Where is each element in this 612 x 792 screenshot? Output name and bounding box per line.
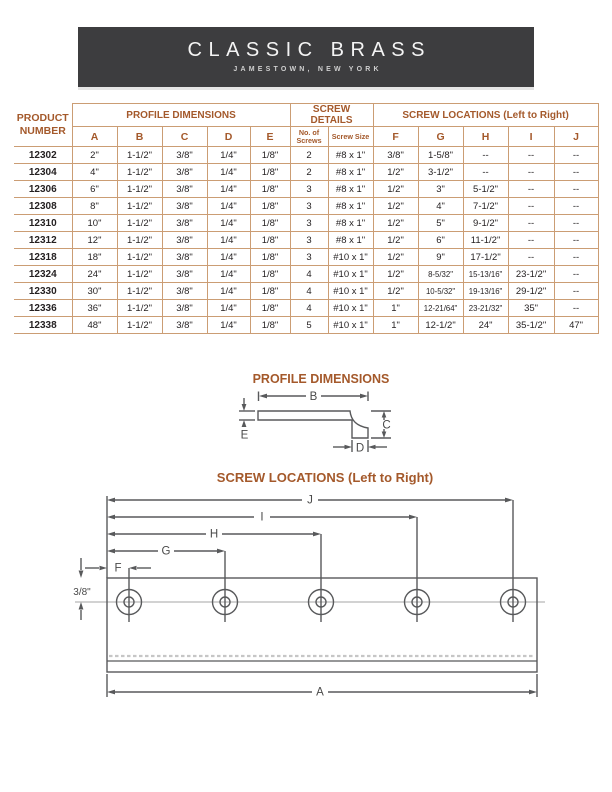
table-row [14, 215, 598, 232]
spec-value-cell: 1-1/2" [117, 147, 162, 164]
spec-value-cell: 2" [72, 147, 117, 164]
spec-value-cell: -- [554, 181, 598, 198]
spec-value-cell: 9" [418, 249, 463, 266]
spec-value-cell: 3/8" [162, 215, 207, 232]
spec-value-cell: 48" [72, 317, 117, 334]
brand-tagline: JAMESTOWN, NEW YORK [233, 66, 382, 73]
spec-value-cell: #8 x 1" [328, 147, 373, 164]
profile-diagram [230, 390, 410, 462]
spec-value-cell: -- [554, 147, 598, 164]
table-row [14, 317, 598, 334]
screw-locations-diagram [55, 488, 565, 706]
spec-value-cell: 1/8" [250, 300, 290, 317]
spec-value-cell: 1/2" [373, 181, 418, 198]
offset-label: 3/8" [73, 587, 91, 598]
table-sub-header-row [14, 127, 598, 147]
spec-value-cell: -- [463, 164, 508, 181]
table-row [14, 198, 598, 215]
spec-value-cell: 29-1/2" [508, 283, 554, 300]
spec-value-cell: 3 [290, 249, 328, 266]
spec-value-cell: 5 [290, 317, 328, 334]
table-row [14, 266, 598, 283]
spec-value-cell: 3-1/2" [418, 164, 463, 181]
product-number-cell: 12308 [14, 198, 72, 215]
spec-value-cell: 1-1/2" [117, 232, 162, 249]
spec-value-cell: #8 x 1" [328, 198, 373, 215]
col-d: D [207, 127, 250, 147]
spec-value-cell: 4" [418, 198, 463, 215]
spec-value-cell: 3 [290, 198, 328, 215]
table-row [14, 232, 598, 249]
spec-value-cell: 36" [72, 300, 117, 317]
spec-value-cell: 1/2" [373, 198, 418, 215]
spec-value-cell: 1/8" [250, 164, 290, 181]
spec-value-cell: 1/4" [207, 181, 250, 198]
arrowhead [505, 498, 513, 503]
arrowhead [409, 515, 417, 520]
spec-value-cell: 7-1/2" [463, 198, 508, 215]
arrowhead [79, 602, 84, 610]
spec-value-cell: 1/8" [250, 232, 290, 249]
col-group-product: PRODUCT NUMBER [14, 104, 72, 147]
arrowhead [100, 566, 108, 571]
spec-value-cell: #8 x 1" [328, 181, 373, 198]
spec-value-cell: 4 [290, 266, 328, 283]
bar-outline [107, 578, 537, 672]
col-no-of-screws: No. of Screws [290, 127, 328, 147]
spec-value-cell: 1-1/2" [117, 283, 162, 300]
arrowhead [129, 566, 137, 571]
dim-c-label: C [382, 419, 391, 432]
screw-diagram-title: SCREW LOCATIONS (Left to Right) [216, 470, 434, 485]
spec-value-cell: 15-13/16" [463, 266, 508, 283]
spec-value-cell: 1/4" [207, 198, 250, 215]
dim-a-label: A [316, 686, 324, 699]
spec-value-cell: 11-1/2" [463, 232, 508, 249]
spec-value-cell: -- [508, 164, 554, 181]
col-b: B [117, 127, 162, 147]
spec-value-cell: 3/8" [162, 164, 207, 181]
arrowhead [382, 411, 387, 418]
product-number-cell: 12324 [14, 266, 72, 283]
table-row [14, 147, 598, 164]
spec-value-cell: 3/8" [162, 300, 207, 317]
spec-value-cell: 3/8" [162, 317, 207, 334]
arrowhead [217, 549, 225, 554]
spec-value-cell: 8" [72, 198, 117, 215]
spec-value-cell: -- [508, 147, 554, 164]
spec-value-cell: 23-1/2" [508, 266, 554, 283]
spec-value-cell: 1/4" [207, 283, 250, 300]
arrowhead [107, 498, 115, 503]
arrowhead [360, 394, 368, 399]
spec-value-cell: 6" [418, 232, 463, 249]
spec-value-cell: 24" [463, 317, 508, 334]
spec-value-cell: 4 [290, 283, 328, 300]
spec-value-cell: 3/8" [162, 283, 207, 300]
spec-value-cell: 1/8" [250, 147, 290, 164]
spec-value-cell: 1/4" [207, 266, 250, 283]
spec-value-cell: 12-1/2" [418, 317, 463, 334]
arrowhead [259, 394, 267, 399]
brand-banner [78, 27, 534, 87]
spec-value-cell: 19-13/16" [463, 283, 508, 300]
spec-value-cell: 8-5/32" [418, 266, 463, 283]
col-j: J [554, 127, 598, 147]
spec-value-cell: 3 [290, 181, 328, 198]
spec-value-cell: 1/2" [373, 164, 418, 181]
spec-value-cell: 3/8" [162, 181, 207, 198]
col-i: I [508, 127, 554, 147]
arrowhead [107, 515, 115, 520]
spec-value-cell: 1-1/2" [117, 198, 162, 215]
table-row [14, 283, 598, 300]
col-c: C [162, 127, 207, 147]
spec-value-cell: 3/8" [162, 266, 207, 283]
arrowhead [529, 690, 537, 695]
col-screw-size: Screw Size [328, 127, 373, 147]
spec-value-cell: #8 x 1" [328, 232, 373, 249]
arrowhead [242, 404, 247, 411]
spec-value-cell: 2 [290, 147, 328, 164]
spec-value-cell: #8 x 1" [328, 164, 373, 181]
spec-value-cell: 1/4" [207, 164, 250, 181]
spec-value-cell: #10 x 1" [328, 249, 373, 266]
spec-value-cell: 23-21/32" [463, 300, 508, 317]
spec-value-cell: 5-1/2" [463, 181, 508, 198]
spec-value-cell: -- [554, 232, 598, 249]
spec-value-cell: 1-1/2" [117, 317, 162, 334]
dim-b-label: B [309, 391, 318, 403]
spec-value-cell: 1/8" [250, 181, 290, 198]
spec-value-cell: 5" [418, 215, 463, 232]
spec-value-cell: -- [508, 232, 554, 249]
spec-value-cell: 35" [508, 300, 554, 317]
spec-value-cell: 1/4" [207, 232, 250, 249]
table-row [14, 300, 598, 317]
arrowhead [107, 690, 115, 695]
spec-value-cell: 3 [290, 232, 328, 249]
arrowhead [107, 532, 115, 537]
spec-table-body [14, 147, 598, 334]
spec-value-cell: 3/8" [162, 198, 207, 215]
spec-value-cell: 12" [72, 232, 117, 249]
spec-value-cell: 17-1/2" [463, 249, 508, 266]
spec-value-cell: #10 x 1" [328, 266, 373, 283]
spec-value-cell: 10-5/32" [418, 283, 463, 300]
arrowhead [368, 445, 376, 450]
table-group-header-row [14, 104, 598, 127]
col-group-profile-dimensions: PROFILE DIMENSIONS [72, 104, 290, 127]
col-group-screw-locations: SCREW LOCATIONS (Left to Right) [373, 104, 598, 127]
spec-value-cell: 3/8" [373, 147, 418, 164]
product-number-cell: 12336 [14, 300, 72, 317]
spec-value-cell: 1/2" [373, 266, 418, 283]
spec-value-cell: -- [508, 181, 554, 198]
spec-value-cell: -- [554, 283, 598, 300]
arrowhead [107, 549, 115, 554]
spec-value-cell: 30" [72, 283, 117, 300]
arrowhead [313, 532, 321, 537]
spec-value-cell: 1-1/2" [117, 181, 162, 198]
spec-value-cell: 47" [554, 317, 598, 334]
product-number-cell: 12330 [14, 283, 72, 300]
spec-value-cell: 1-1/2" [117, 164, 162, 181]
product-number-cell: 12304 [14, 164, 72, 181]
table-row [14, 249, 598, 266]
profile-outline [258, 411, 368, 438]
spec-value-cell: 1/8" [250, 317, 290, 334]
table-row [14, 164, 598, 181]
spec-value-cell: -- [554, 198, 598, 215]
spec-value-cell: 3/8" [162, 147, 207, 164]
spec-table [14, 103, 599, 334]
spec-value-cell: 1-1/2" [117, 266, 162, 283]
profile-diagram-title: PROFILE DIMENSIONS [252, 372, 390, 386]
spec-value-cell: #10 x 1" [328, 317, 373, 334]
spec-value-cell: 1/4" [207, 249, 250, 266]
arrowhead [242, 420, 247, 427]
dim-i-label: I [260, 511, 264, 524]
dim-f-label: F [114, 562, 122, 575]
spec-value-cell: -- [554, 164, 598, 181]
spec-value-cell: -- [554, 266, 598, 283]
product-number-cell: 12312 [14, 232, 72, 249]
spec-value-cell: 1/8" [250, 215, 290, 232]
dim-h-label: H [209, 528, 219, 541]
spec-value-cell: 1" [373, 300, 418, 317]
dim-e-label: E [240, 429, 249, 442]
spec-value-cell: 10" [72, 215, 117, 232]
brand-name: CLASSIC BRASS [187, 39, 431, 61]
col-h: H [463, 127, 508, 147]
spec-value-cell: 1-5/8" [418, 147, 463, 164]
spec-value-cell: -- [463, 147, 508, 164]
spec-value-cell: #8 x 1" [328, 215, 373, 232]
spec-value-cell: -- [554, 215, 598, 232]
dim-g-label: G [161, 545, 171, 558]
spec-value-cell: -- [508, 249, 554, 266]
spec-value-cell: 4 [290, 300, 328, 317]
spec-value-cell: 1/8" [250, 198, 290, 215]
spec-value-cell: 35-1/2" [508, 317, 554, 334]
spec-value-cell: 3/8" [162, 249, 207, 266]
col-group-screw-details: SCREW DETAILS [290, 104, 373, 127]
col-a: A [72, 127, 117, 147]
spec-value-cell: 1/2" [373, 283, 418, 300]
spec-value-cell: -- [508, 215, 554, 232]
spec-value-cell: 1-1/2" [117, 215, 162, 232]
spec-value-cell: 1/2" [373, 249, 418, 266]
col-e: E [250, 127, 290, 147]
arrowhead [79, 571, 84, 579]
spec-value-cell: 1/8" [250, 283, 290, 300]
spec-value-cell: #10 x 1" [328, 300, 373, 317]
spec-value-cell: #10 x 1" [328, 283, 373, 300]
spec-value-cell: 1/8" [250, 266, 290, 283]
spec-value-cell: 1-1/2" [117, 249, 162, 266]
spec-value-cell: 18" [72, 249, 117, 266]
product-number-cell: 12306 [14, 181, 72, 198]
spec-value-cell: 1/4" [207, 215, 250, 232]
spec-value-cell: 1/2" [373, 232, 418, 249]
spec-value-cell: -- [554, 300, 598, 317]
spec-value-cell: 24" [72, 266, 117, 283]
spec-value-cell: 3" [418, 181, 463, 198]
spec-value-cell: 1/4" [207, 300, 250, 317]
arrowhead [345, 445, 353, 450]
spec-value-cell: 3 [290, 215, 328, 232]
spec-value-cell: -- [554, 249, 598, 266]
spec-value-cell: 2 [290, 164, 328, 181]
product-number-cell: 12338 [14, 317, 72, 334]
spec-value-cell: 9-1/2" [463, 215, 508, 232]
spec-value-cell: 1/4" [207, 317, 250, 334]
spec-value-cell: -- [508, 198, 554, 215]
spec-value-cell: 1/4" [207, 147, 250, 164]
product-number-cell: 12318 [14, 249, 72, 266]
spec-value-cell: 12-21/64" [418, 300, 463, 317]
product-number-cell: 12302 [14, 147, 72, 164]
spec-value-cell: 1-1/2" [117, 300, 162, 317]
spec-value-cell: 1/8" [250, 249, 290, 266]
table-row [14, 181, 598, 198]
dim-d-label: D [355, 442, 365, 455]
spec-value-cell: 1" [373, 317, 418, 334]
col-g: G [418, 127, 463, 147]
arrowhead [382, 432, 387, 439]
dim-j-label: J [307, 494, 313, 507]
spec-value-cell: 4" [72, 164, 117, 181]
spec-value-cell: 6" [72, 181, 117, 198]
product-number-cell: 12310 [14, 215, 72, 232]
col-f: F [373, 127, 418, 147]
spec-value-cell: 3/8" [162, 232, 207, 249]
spec-value-cell: 1/2" [373, 215, 418, 232]
